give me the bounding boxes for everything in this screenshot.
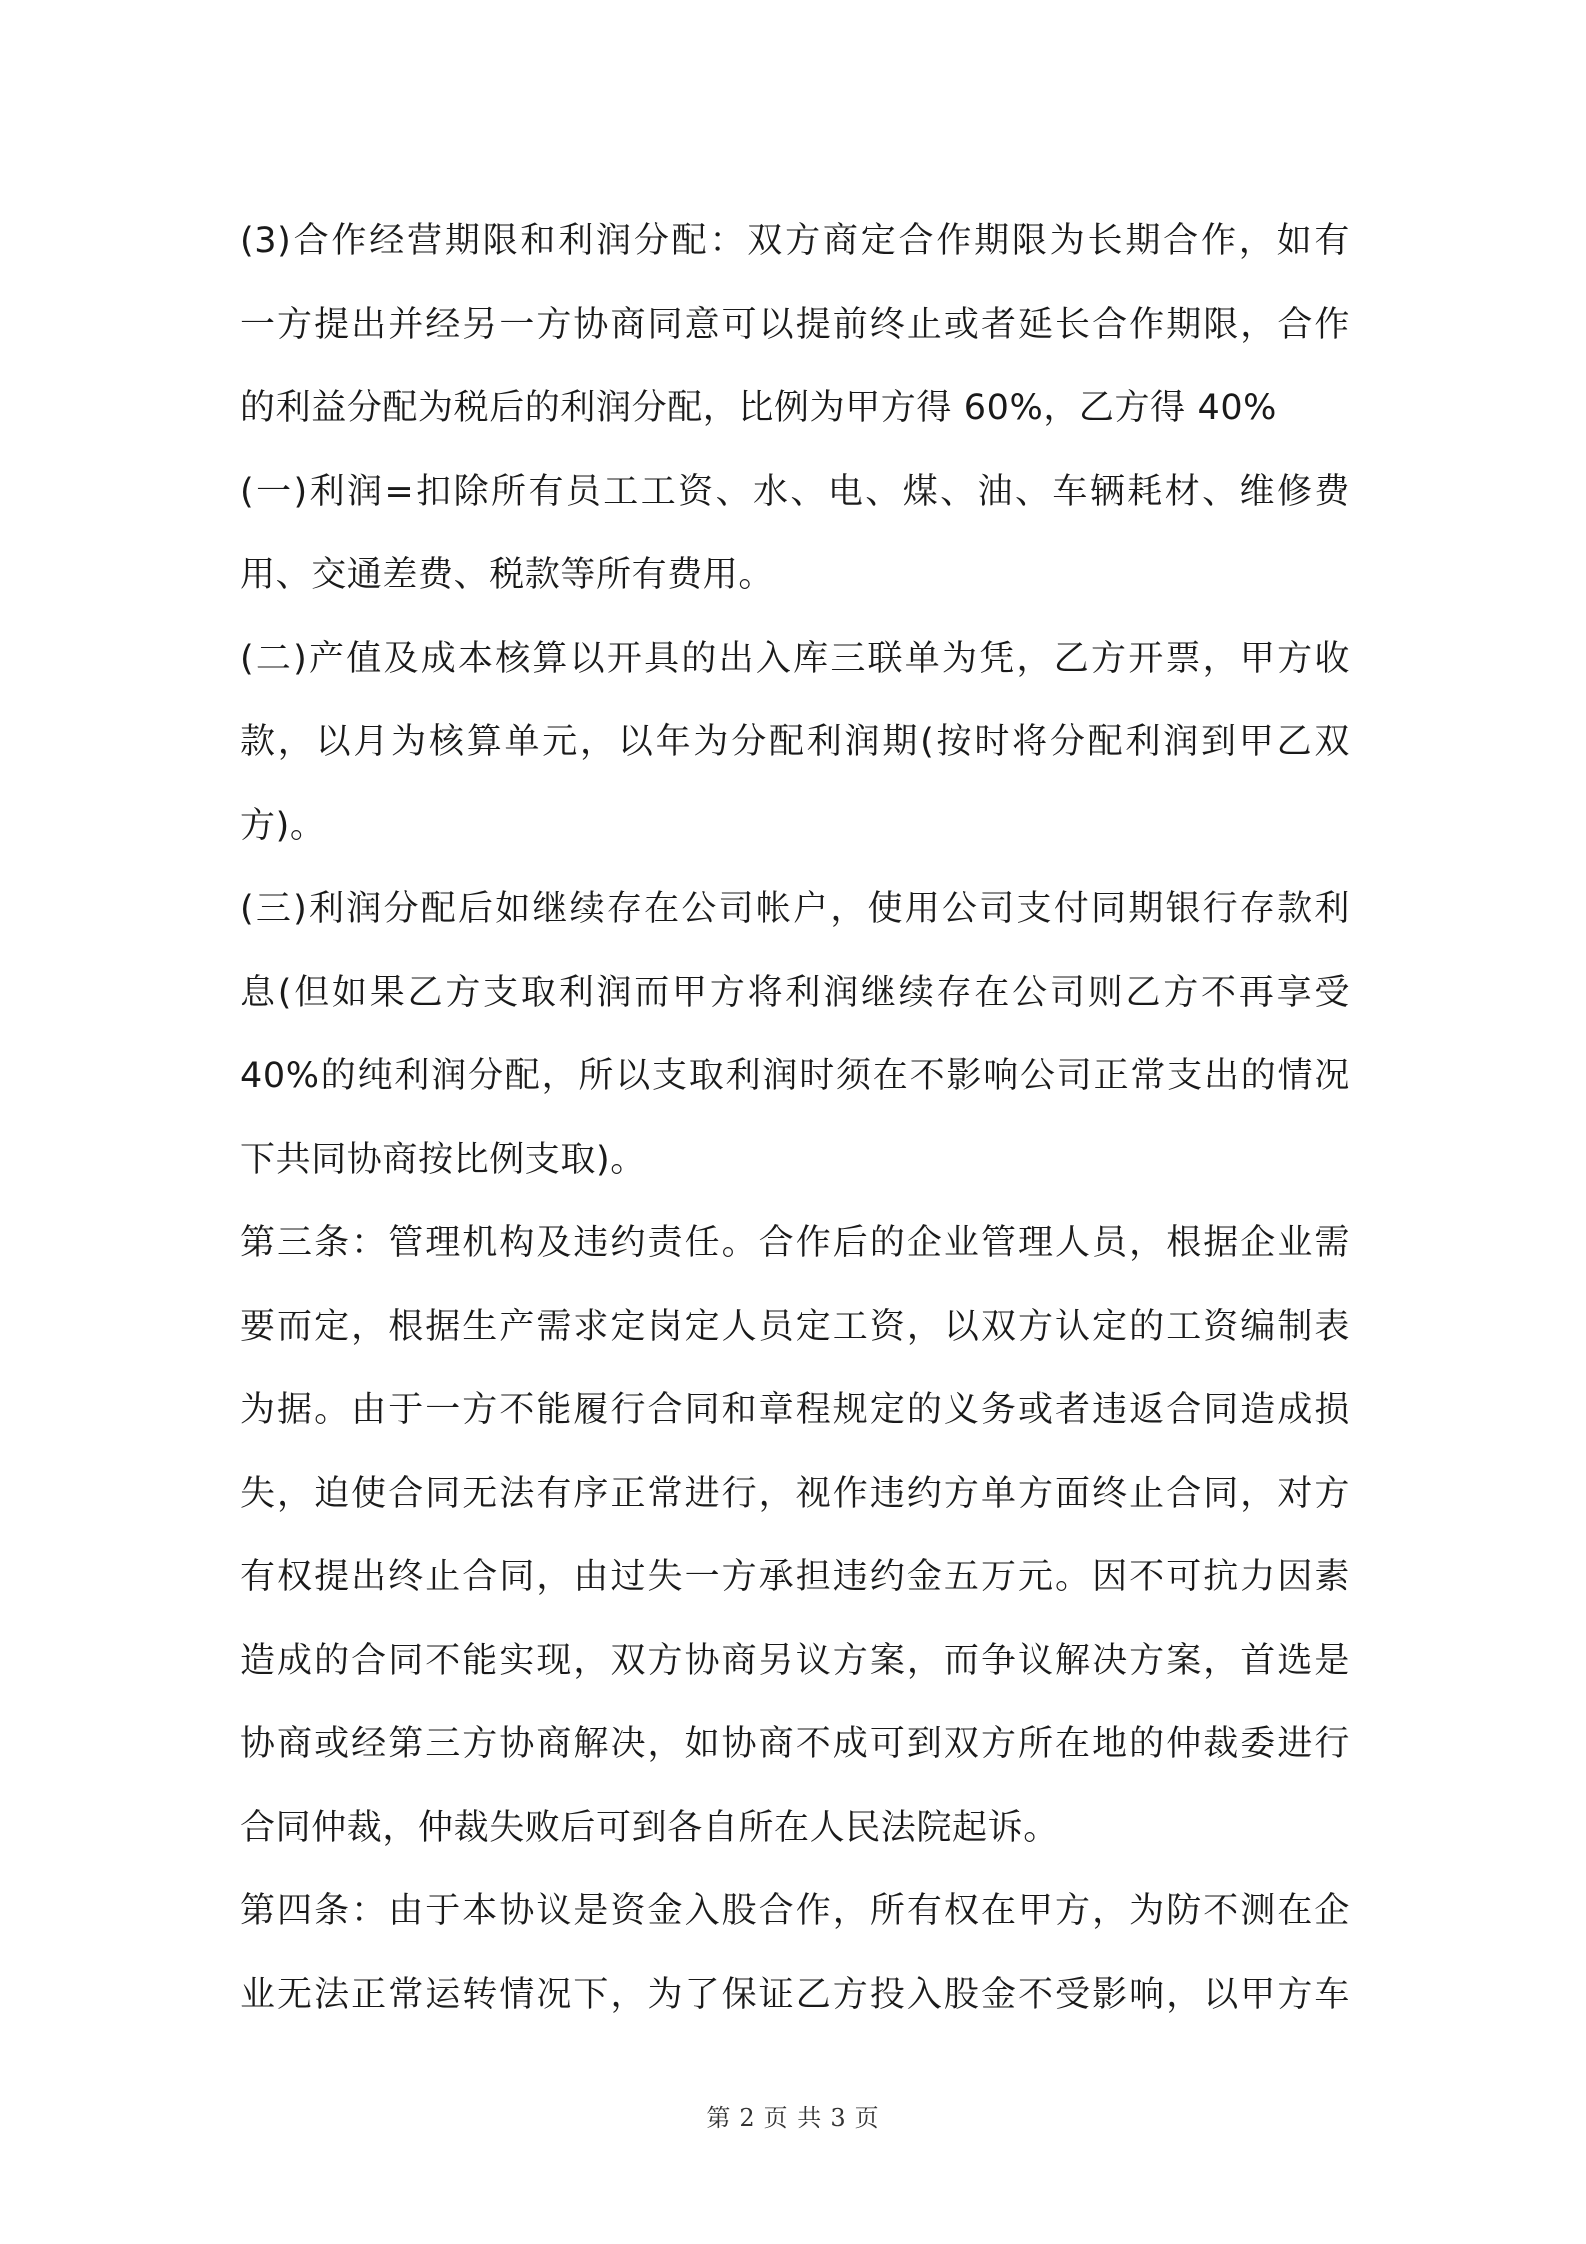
text-line: 造成的合同不能实现，双方协商另议方案，而争议解决方案，首选是 xyxy=(240,1640,1350,1681)
text-line: 一方提出并经另一方协商同意可以提前终止或者延长合作期限，合作 xyxy=(240,304,1350,345)
text-line: 40%的纯利润分配，所以支取利润时须在不影响公司正常支出的情况 xyxy=(240,1056,1350,1096)
text-line: (一)利润=扣除所有员工工资、水、电、煤、油、车辆耗材、维修费 xyxy=(240,471,1350,512)
document-body xyxy=(240,200,1350,2037)
page-number-footer xyxy=(0,2098,1586,2133)
text-line: 业无法正常运转情况下，为了保证乙方投入股金不受影响，以甲方车 xyxy=(240,1974,1350,2015)
text-line: 失，迫使合同无法有序正常进行，视作违约方单方面终止合同，对方 xyxy=(240,1473,1350,1514)
total-pages-number: 3 xyxy=(830,2104,847,2132)
text-line: 方)。 xyxy=(240,805,326,846)
text-line: 款，以月为核算单元，以年为分配利润期(按时将分配利润到甲乙双 xyxy=(240,722,1350,762)
current-page-number: 2 xyxy=(739,2104,756,2132)
text-line: 第三条：管理机构及违约责任。合作后的企业管理人员，根据企业需 xyxy=(240,1223,1350,1263)
footer-prefix: 第 xyxy=(706,2104,732,2132)
footer-suffix: 页 xyxy=(854,2104,880,2132)
text-line: 为据。由于一方不能履行合同和章程规定的义务或者违返合同造成损 xyxy=(240,1390,1350,1430)
text-line: 有权提出终止合同，由过失一方承担违约金五万元。因不可抗力因素 xyxy=(240,1557,1350,1597)
text-line: (三)利润分配后如继续存在公司帐户，使用公司支付同期银行存款利 xyxy=(240,889,1350,929)
text-line: 第四条：由于本协议是资金入股合作，所有权在甲方，为防不测在企 xyxy=(240,1891,1350,1931)
text-line: (二)产值及成本核算以开具的出入库三联单为凭，乙方开票，甲方收 xyxy=(240,638,1350,679)
text-line: 下共同协商按比例支取)。 xyxy=(240,1139,646,1180)
footer-mid: 页 共 xyxy=(763,2104,823,2132)
text-line: 合同仲裁，仲裁失败后可到各自所在人民法院起诉。 xyxy=(240,1807,1059,1848)
text-line: 息(但如果乙方支取利润而甲方将利润继续存在公司则乙方不再享受 xyxy=(240,972,1350,1013)
text-line: 的利益分配为税后的利润分配，比例为甲方得 60%，乙方得 40% xyxy=(240,388,1278,428)
text-line: 协商或经第三方协商解决，如协商不成可到双方所在地的仲裁委进行 xyxy=(240,1724,1350,1764)
text-line: (3)合作经营期限和利润分配：双方商定合作期限为长期合作，如有 xyxy=(240,221,1350,261)
text-line: 用、交通差费、税款等所有费用。 xyxy=(240,555,775,595)
text-line: 要而定，根据生产需求定岗定人员定工资，以双方认定的工资编制表 xyxy=(240,1306,1350,1347)
